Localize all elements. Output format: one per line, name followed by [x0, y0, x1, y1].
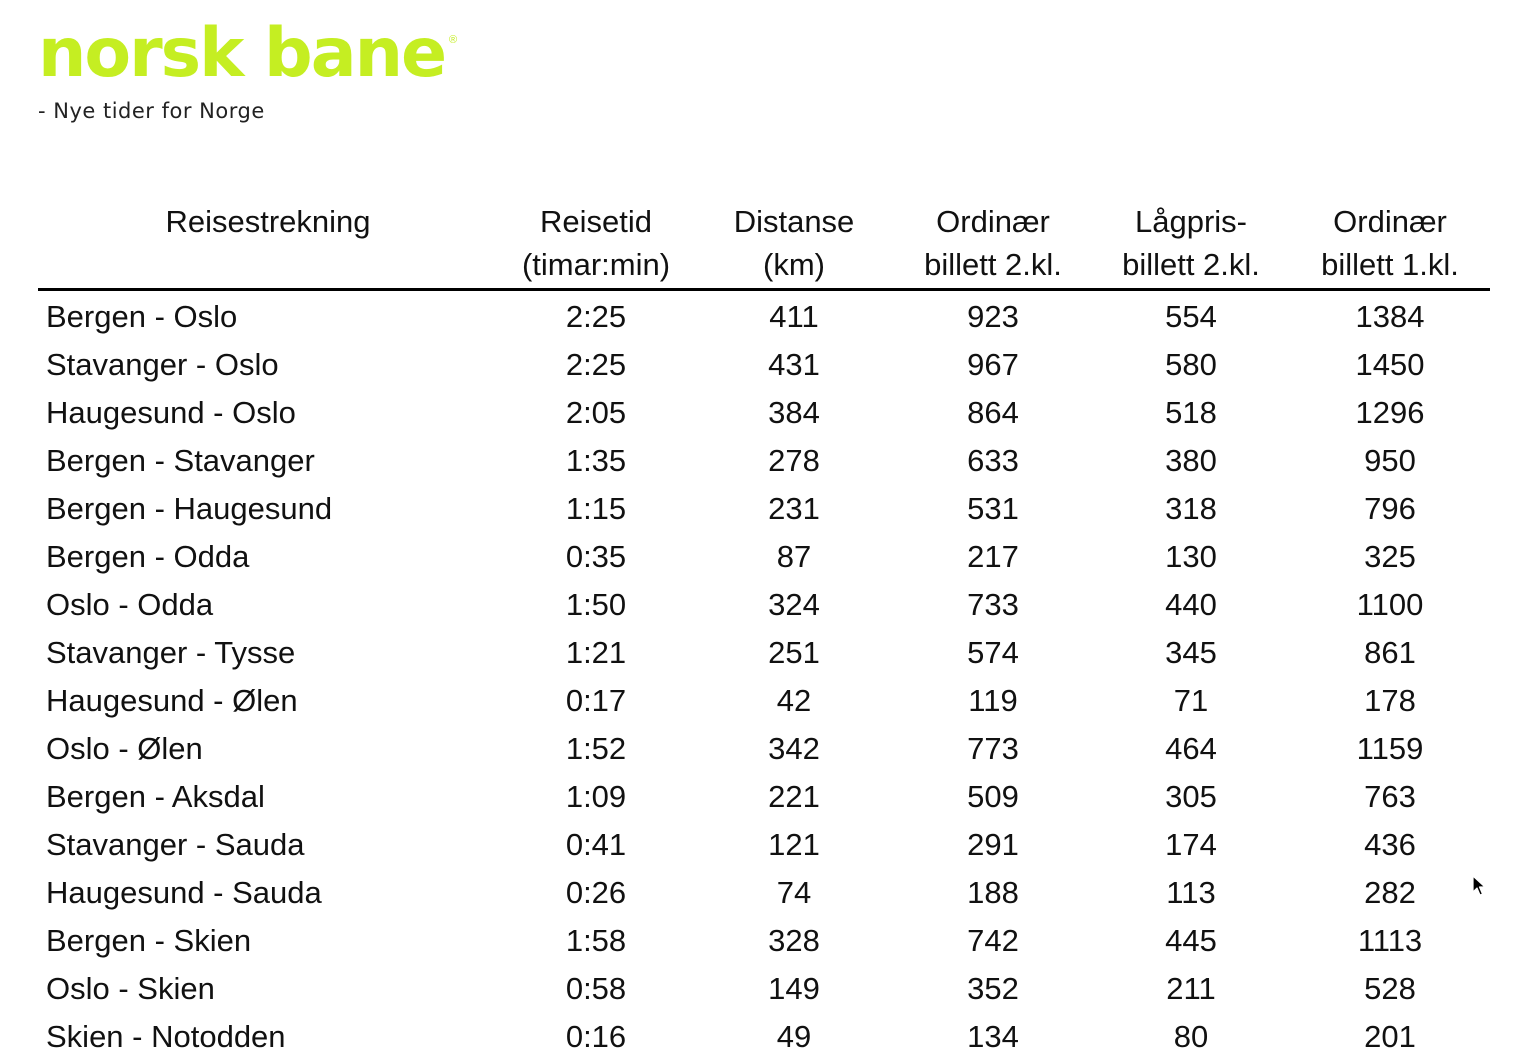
mouse-pointer-icon	[1472, 875, 1486, 897]
distance-cell: 42	[776, 683, 812, 718]
brand-logo	[38, 14, 458, 94]
route-cell: Oslo - Ølen	[46, 731, 203, 766]
route-cell: Haugesund - Oslo	[46, 395, 296, 430]
table-row	[38, 389, 1490, 437]
table-row	[38, 533, 1490, 581]
ordinary-1st-price-cell: 796	[1364, 491, 1416, 526]
route-cell: Bergen - Oslo	[46, 299, 238, 334]
header-lowprice-2nd-line2: billett 2.kl.	[1122, 247, 1260, 282]
header-route	[38, 200, 498, 290]
ordinary-1st-price-cell: 1296	[1355, 395, 1425, 430]
ordinary-1st-price-cell: 178	[1364, 683, 1416, 718]
distance-cell: 431	[768, 347, 820, 382]
lowprice-2nd-price-cell: 440	[1165, 587, 1217, 622]
lowprice-2nd-price-cell: 464	[1165, 731, 1217, 766]
ordinary-1st-price-cell: 1384	[1355, 299, 1425, 334]
header-travel-time-line2: (timar:min)	[521, 247, 671, 282]
header-ordinary-1st-line2: billett 1.kl.	[1321, 247, 1459, 282]
table-row	[38, 965, 1490, 1013]
travel-time-cell: 2:25	[565, 347, 627, 382]
ordinary-1st-price-cell: 201	[1364, 1019, 1416, 1054]
ordinary-1st-price-cell: 1450	[1355, 347, 1425, 382]
ordinary-1st-price-cell: 325	[1364, 539, 1416, 574]
distance-cell: 251	[768, 635, 820, 670]
route-cell: Haugesund - Ølen	[46, 683, 298, 718]
header-distance	[694, 200, 894, 290]
table-row	[38, 629, 1490, 677]
route-cell: Stavanger - Sauda	[46, 827, 305, 862]
header-route-line2	[38, 243, 498, 286]
lowprice-2nd-price-cell: 518	[1165, 395, 1217, 430]
distance-cell: 384	[768, 395, 820, 430]
route-cell: Bergen - Haugesund	[46, 491, 333, 526]
lowprice-2nd-price-cell: 80	[1173, 1019, 1209, 1054]
header-distance-line1: Distanse	[733, 204, 855, 239]
travel-time-cell: 0:16	[565, 1019, 627, 1054]
route-cell: Stavanger - Tysse	[46, 635, 296, 670]
table-header-row	[38, 200, 1490, 290]
ordinary-1st-price-cell: 1113	[1357, 923, 1423, 958]
distance-cell: 74	[776, 875, 812, 910]
fare-table	[38, 200, 1490, 1061]
table-row	[38, 1013, 1490, 1061]
travel-time-cell: 1:58	[565, 923, 627, 958]
travel-time-cell: 0:41	[565, 827, 627, 862]
ordinary-1st-price-cell: 950	[1364, 443, 1416, 478]
route-cell: Haugesund - Sauda	[46, 875, 322, 910]
route-cell: Bergen - Aksdal	[46, 779, 265, 814]
table-row	[38, 821, 1490, 869]
table-row	[38, 869, 1490, 917]
travel-time-cell: 1:09	[565, 779, 627, 814]
ordinary-2nd-price-cell: 217	[967, 539, 1019, 574]
travel-time-cell: 1:35	[565, 443, 627, 478]
lowprice-2nd-price-cell: 554	[1165, 299, 1217, 334]
header-travel-time	[498, 200, 694, 290]
table-row	[38, 725, 1490, 773]
route-cell: Bergen - Skien	[46, 923, 252, 958]
header-route-line1: Reisestrekning	[165, 204, 371, 239]
table-row	[38, 677, 1490, 725]
lowprice-2nd-price-cell: 345	[1165, 635, 1217, 670]
lowprice-2nd-price-cell: 113	[1166, 875, 1216, 910]
table-row	[38, 290, 1490, 342]
header-ordinary-2nd-line1: Ordinær	[936, 204, 1050, 239]
ordinary-2nd-price-cell: 352	[967, 971, 1019, 1006]
ordinary-2nd-price-cell: 773	[967, 731, 1019, 766]
registered-mark: ®	[449, 34, 458, 46]
lowprice-2nd-price-cell: 174	[1165, 827, 1217, 862]
ordinary-2nd-price-cell: 742	[967, 923, 1019, 958]
distance-cell: 149	[768, 971, 820, 1006]
ordinary-1st-price-cell: 282	[1364, 875, 1416, 910]
header-travel-time-line1: Reisetid	[540, 204, 652, 239]
distance-cell: 411	[769, 299, 819, 334]
ordinary-1st-price-cell: 528	[1364, 971, 1416, 1006]
distance-cell: 121	[768, 827, 820, 862]
ordinary-2nd-price-cell: 509	[967, 779, 1019, 814]
lowprice-2nd-price-cell: 71	[1173, 683, 1209, 718]
travel-time-cell: 0:58	[565, 971, 627, 1006]
lowprice-2nd-price-cell: 445	[1165, 923, 1217, 958]
logo-text: norsk bane	[38, 14, 446, 93]
table-row	[38, 437, 1490, 485]
ordinary-1st-price-cell: 861	[1364, 635, 1416, 670]
travel-time-cell: 1:21	[565, 635, 627, 670]
table-row	[38, 773, 1490, 821]
distance-cell: 49	[776, 1019, 812, 1054]
travel-time-cell: 1:50	[565, 587, 627, 622]
distance-cell: 221	[768, 779, 820, 814]
ordinary-2nd-price-cell: 119	[968, 683, 1018, 718]
ordinary-2nd-price-cell: 733	[967, 587, 1019, 622]
ordinary-2nd-price-cell: 967	[967, 347, 1019, 382]
route-cell: Bergen - Odda	[46, 539, 250, 574]
travel-time-cell: 0:26	[565, 875, 627, 910]
table-row	[38, 485, 1490, 533]
header-ordinary-2nd-line2: billett 2.kl.	[924, 247, 1062, 282]
table-row	[38, 581, 1490, 629]
route-cell: Stavanger - Oslo	[46, 347, 279, 382]
ordinary-2nd-price-cell: 864	[967, 395, 1019, 430]
travel-time-cell: 0:17	[565, 683, 627, 718]
route-cell: Skien - Notodden	[46, 1019, 286, 1054]
ordinary-1st-price-cell: 1159	[1356, 731, 1424, 766]
header-distance-line2: (km)	[763, 247, 825, 282]
ordinary-2nd-price-cell: 531	[967, 491, 1019, 526]
ordinary-2nd-price-cell: 188	[967, 875, 1019, 910]
header-ordinary-1st	[1290, 200, 1490, 290]
lowprice-2nd-price-cell: 318	[1165, 491, 1217, 526]
distance-cell: 231	[768, 491, 820, 526]
distance-cell: 87	[776, 539, 812, 574]
header-lowprice-2nd-line1: Lågpris-	[1135, 204, 1247, 239]
distance-cell: 342	[768, 731, 820, 766]
travel-time-cell: 0:35	[565, 539, 627, 574]
ordinary-1st-price-cell: 436	[1364, 827, 1416, 862]
lowprice-2nd-price-cell: 580	[1165, 347, 1217, 382]
distance-cell: 278	[768, 443, 820, 478]
ordinary-1st-price-cell: 1100	[1356, 587, 1424, 622]
travel-time-cell: 1:15	[565, 491, 627, 526]
route-cell: Oslo - Skien	[46, 971, 215, 1006]
lowprice-2nd-price-cell: 211	[1166, 971, 1216, 1006]
ordinary-2nd-price-cell: 134	[967, 1019, 1019, 1054]
ordinary-2nd-price-cell: 574	[967, 635, 1019, 670]
travel-time-cell: 2:25	[565, 299, 627, 334]
route-cell: Oslo - Odda	[46, 587, 214, 622]
distance-cell: 324	[768, 587, 820, 622]
route-cell: Bergen - Stavanger	[46, 443, 315, 478]
ordinary-2nd-price-cell: 923	[967, 299, 1019, 334]
lowprice-2nd-price-cell: 380	[1165, 443, 1217, 478]
ordinary-2nd-price-cell: 291	[967, 827, 1019, 862]
header-lowprice-2nd	[1092, 200, 1290, 290]
lowprice-2nd-price-cell: 130	[1165, 539, 1217, 574]
table-row	[38, 341, 1490, 389]
header-ordinary-2nd	[894, 200, 1092, 290]
ordinary-1st-price-cell: 763	[1364, 779, 1416, 814]
tagline: - Nye tider for Norge	[38, 99, 265, 123]
travel-time-cell: 2:05	[565, 395, 627, 430]
distance-cell: 328	[768, 923, 820, 958]
header-ordinary-1st-line1: Ordinær	[1333, 204, 1447, 239]
ordinary-2nd-price-cell: 633	[967, 443, 1019, 478]
lowprice-2nd-price-cell: 305	[1165, 779, 1217, 814]
travel-time-cell: 1:52	[565, 731, 627, 766]
table-row	[38, 917, 1490, 965]
